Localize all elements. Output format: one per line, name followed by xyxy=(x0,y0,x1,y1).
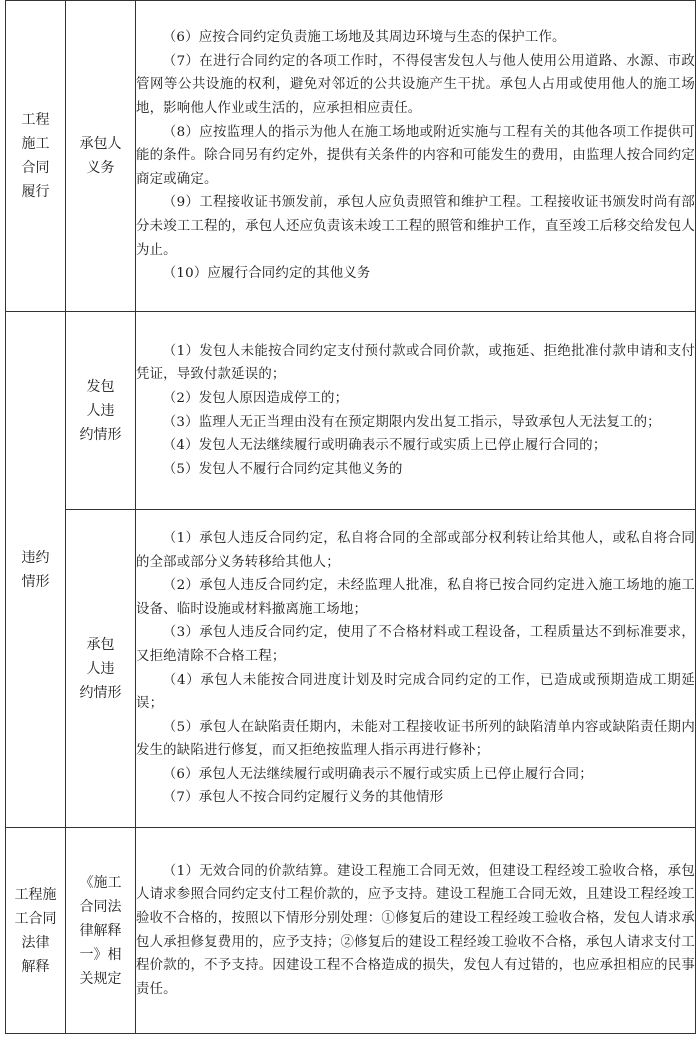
subcategory-cell xyxy=(66,312,136,510)
clause: （2）承包人违反合同约定，未经监理人批准，私自将已按合同约定进入施工场地的施工设备、临时设施或材料撤离施工场地； xyxy=(136,578,695,617)
clause: （1）承包人违反合同约定，私自将合同的全部或部分权利转让给其他人，或私自将合同的全部或部分义务转移给其他人； xyxy=(136,530,695,570)
subcategory-line: 承包 xyxy=(86,636,115,653)
content-cell xyxy=(136,312,696,510)
category-line: 施工 xyxy=(21,136,50,152)
clause: （1）无效合同的价款结算。建设工程施工合同无效，但建设工程经竣工验收合格，承包人请求参照合同约定支付工程价款的，应予支持。建设工程施工合同无效，且建设工程经竣工验收不合格的，按照以下情形分别处理：①修复后的建设工程经竣工验收合格，发包人请求承包人承担修复费用的，应予支持；②修复后的建设工程经竣工验收不合格，承包人请求支付工程价款的，不予支持。因建设工程不合格造成的损失，发包人有过错的，也应承担相应的民事责任。 xyxy=(136,863,695,997)
clause: （6）应按合同约定负责施工场地及其周边环境与生态的保护工作。 xyxy=(162,30,566,46)
clause: （9）工程接收证书颁发前，承包人应负责照管和维护工程。工程接收证书颁发时尚有部分未竣工工程的，承包人还应负责该未竣工工程的照管和维护工作，直至竣工后移交给发包人为止。 xyxy=(136,195,695,258)
category-line: 情形 xyxy=(21,573,50,590)
category-line: 工合同 xyxy=(14,910,57,927)
category-line: 违约 xyxy=(21,549,50,566)
content-cell xyxy=(136,828,696,1034)
category-line: 工程 xyxy=(21,112,50,128)
table-row xyxy=(6,1,696,312)
clause: （3）承包人违反合同约定，使用了不合格材料或工程设备，工程质量达不到标准要求，又拒绝清除不合格工程； xyxy=(136,625,695,664)
clause: （3）监理人无正当理由没有在预定期限内发出复工指示，导致承包人无法复工的； xyxy=(162,414,661,430)
subcategory-line: 律解释 xyxy=(79,922,122,939)
subcategory-line: 发包 xyxy=(86,378,115,395)
clause: （6）承包人无法继续履行或明确表示不履行或实质上已停止履行合同； xyxy=(162,766,593,782)
content-cell xyxy=(136,1,696,312)
category-cell xyxy=(6,312,66,828)
clause: （10）应履行合同约定的其他义务 xyxy=(162,266,371,282)
subcategory-line: 约情形 xyxy=(79,684,122,701)
clause: （5）发包人不履行合同约定其他义务的 xyxy=(162,461,403,477)
table-row xyxy=(6,312,696,510)
contract-table xyxy=(5,0,696,1034)
clause: （7）承包人不按合同约定履行义务的其他情形 xyxy=(162,790,444,806)
clause: （4）承包人未能按合同进度计划及时完成合同约定的工作，已造成或预期造成工期延误； xyxy=(136,672,695,712)
subcategory-cell xyxy=(66,828,136,1034)
clause: （1）发包人未能按合同约定支付预付款或合同价款，或拖延、拒绝批准付款申请和支付凭证，导致付款延误的； xyxy=(136,343,695,383)
clause: （5）承包人在缺陷责任期内，未能对工程接收证书所列的缺陷清单内容或缺陷责任期内发生的缺陷进行修复，而又拒绝按监理人指示再进行修补； xyxy=(136,719,695,759)
subcategory-cell xyxy=(66,510,136,828)
clause: （7）在进行合同约定的各项工作时，不得侵害发包人与他人使用公用道路、水源、市政管网等公共设施的权利，避免对邻近的公共设施产生干扰。承包人占用或使用他人的施工场地，影响他人作业或生活的，应承担相应责任。 xyxy=(136,53,695,117)
subcategory-line: 约情形 xyxy=(79,426,122,443)
subcategory-line: 一》相 xyxy=(79,946,122,963)
category-cell xyxy=(6,828,66,1034)
clause: （2）发包人原因造成停工的； xyxy=(162,390,349,406)
subcategory-line: 人违 xyxy=(86,660,115,677)
subcategory-line: 义务 xyxy=(86,160,115,176)
category-line: 法律 xyxy=(21,934,50,951)
subcategory-line: 关规定 xyxy=(79,970,122,987)
table-row xyxy=(6,828,696,1034)
clause: （8）应按监理人的指示为他人在施工场地或附近实施与工程有关的其他各项工作提供可能的条件。除合同另有约定外，提供有关条件的内容和可能发生的费用，由监理人按合同约定商定或确定。 xyxy=(136,124,695,187)
category-line: 工程施 xyxy=(14,886,57,903)
subcategory-line: 承包人 xyxy=(79,136,122,152)
subcategory-line: 人违 xyxy=(86,402,115,419)
category-line: 履行 xyxy=(21,184,50,200)
clause: （4）发包人无法继续履行或明确表示不履行或实质上已停止履行合同的； xyxy=(162,438,607,454)
subcategory-line: 《施工 xyxy=(79,874,122,891)
category-line: 合同 xyxy=(21,160,50,176)
subcategory-cell xyxy=(66,1,136,312)
subcategory-line: 合同法 xyxy=(79,898,122,915)
table-row xyxy=(6,510,696,828)
category-line: 解释 xyxy=(21,958,50,975)
content-cell xyxy=(136,510,696,828)
category-cell xyxy=(6,1,66,312)
